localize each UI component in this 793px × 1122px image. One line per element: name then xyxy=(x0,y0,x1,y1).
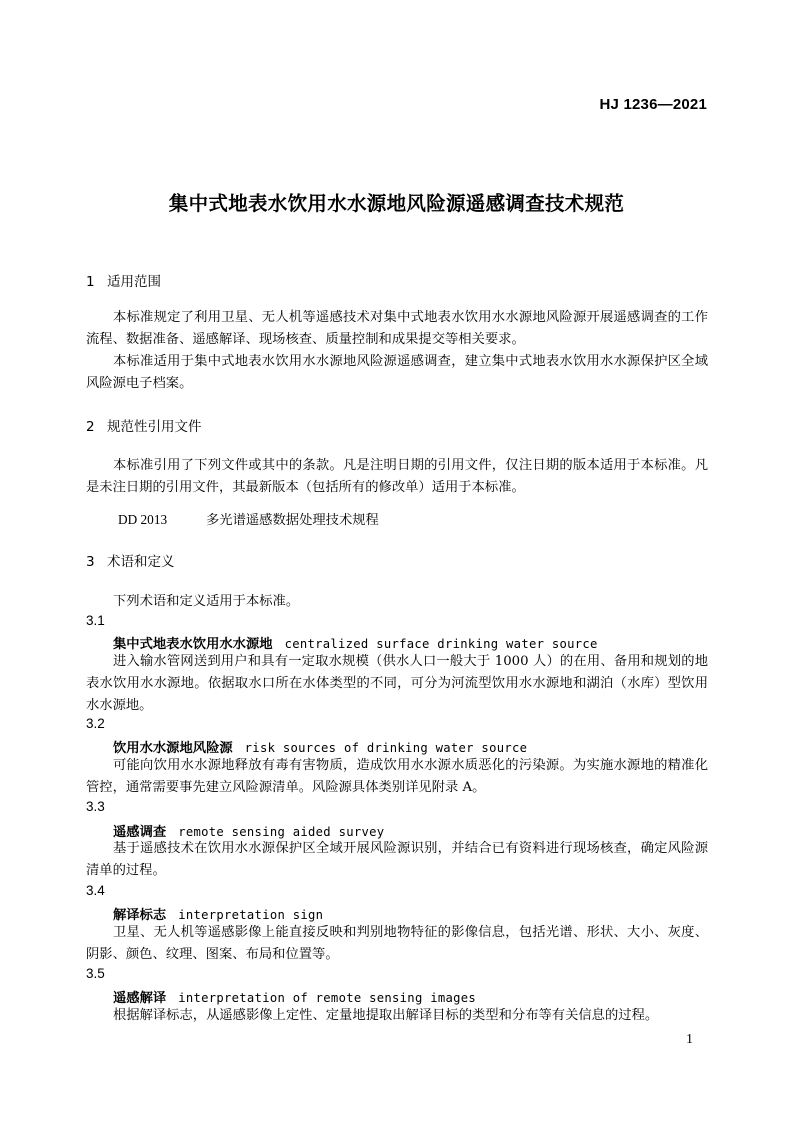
term-en: remote sensing aided survey xyxy=(178,825,385,839)
paragraph: 本标准适用于集中式地表水饮用水水源地风险源遥感调查，建立集中式地表水饮用水水源保护区全域风险源电子档案。 xyxy=(86,354,708,391)
term-en: interpretation of remote sensing images xyxy=(178,991,477,1005)
section-heading-2 xyxy=(86,415,202,435)
section-title: 适用范围 xyxy=(107,274,161,290)
term-entry xyxy=(113,904,323,924)
normative-reference xyxy=(118,509,379,528)
standard-code: HJ 1236—2021 xyxy=(599,96,707,113)
paragraph: 下列术语和定义适用于本标准。 xyxy=(113,594,300,609)
section-heading-3 xyxy=(86,550,175,570)
reference-title: 多光谱遥感数据处理技术规程 xyxy=(206,513,379,528)
term-definition: 根据解译标志，从遥感影像上定性、定量地提取出解译目标的类型和分布等有关信息的过程。 xyxy=(113,1008,659,1023)
term-zh: 饮用水水源地风险源 xyxy=(113,741,233,756)
term-en: interpretation sign xyxy=(178,908,324,922)
section-title: 术语和定义 xyxy=(107,554,175,570)
term-en: centralized surface drinking water source xyxy=(284,637,598,651)
term-definition: 基于遥感技术在饮用水水源保护区全域开展风险源识别，并结合已有资料进行现场核查，确定风险源清单的过程。 xyxy=(86,841,708,878)
term-entry xyxy=(113,737,527,757)
term-zh: 遥感解译 xyxy=(113,991,167,1006)
document-title: 集中式地表水饮用水水源地风险源遥感调查技术规范 xyxy=(168,192,625,215)
term-zh: 集中式地表水饮用水水源地 xyxy=(113,637,273,652)
section-heading-1 xyxy=(86,270,161,290)
term-number: 3.2 xyxy=(86,716,105,731)
term-entry xyxy=(113,987,476,1007)
term-number: 3.3 xyxy=(86,799,105,814)
term-zh: 遥感调查 xyxy=(113,825,167,840)
section-number: 1 xyxy=(86,274,95,290)
term-number: 3.4 xyxy=(86,883,105,898)
paragraph: 本标准引用了下列文件或其中的条款。凡是注明日期的引用文件，仅注日期的版本适用于本标准。凡是未注日期的引用文件，其最新版本（包括所有的修改单）适用于本标准。 xyxy=(86,458,708,495)
page-number: 1 xyxy=(686,1032,693,1047)
term-en: risk sources of drinking water source xyxy=(244,741,528,755)
term-number: 3.5 xyxy=(86,966,105,981)
section-title: 规范性引用文件 xyxy=(107,419,202,435)
term-zh: 解译标志 xyxy=(113,908,167,923)
paragraph: 本标准规定了利用卫星、无人机等遥感技术对集中式地表水饮用水水源地风险源开展遥感调查的工作流程、数据准备、遥感解译、现场核查、质量控制和成果提交等相关要求。 xyxy=(86,310,708,347)
section-number: 2 xyxy=(86,419,95,435)
section-number: 3 xyxy=(86,554,95,570)
term-entry xyxy=(113,633,598,653)
term-definition: 可能向饮用水水源地释放有毒有害物质，造成饮用水水源水质恶化的污染源。为实施水源地的精准化管控，通常需要事先建立风险源清单。风险源具体类别详见附录 A。 xyxy=(86,758,708,795)
term-number: 3.1 xyxy=(86,613,105,628)
reference-code: DD 2013 xyxy=(118,512,168,527)
term-definition: 卫星、无人机等遥感影像上能直接反映和判别地物特征的影像信息，包括光谱、形状、大小、灰度、阴影、颜色、纹理、图案、布局和位置等。 xyxy=(86,925,708,962)
term-definition: 进入输水管网送到用户和具有一定取水规模（供水人口一般大于 1000 人）的在用、备用和规划的地表水饮用水水源地。依据取水口所在水体类型的不同，可分为河流型饮用水水源地和湖泊（水库）型饮用水水源地。 xyxy=(86,654,708,713)
